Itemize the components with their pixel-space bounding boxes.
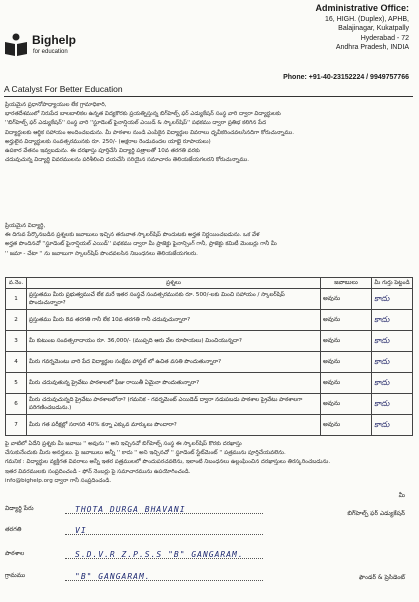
village-value[interactable]: "B" GANGARAM.: [75, 572, 151, 581]
question-number: 4: [6, 352, 27, 373]
table-row: [6, 289, 413, 310]
contact-email: info@bighelp.org ద్వారా గానీ సంప్రదించండి.: [5, 477, 112, 484]
bighelp-logo: [4, 30, 124, 70]
fill-line: [65, 558, 263, 559]
answer-option: అవును: [321, 352, 372, 373]
question-text: మీరు గత పరీక్షల్లో సరాసరి 40% కన్నా ఎక్కువ మార్కులు పొందారా?: [27, 415, 321, 436]
answer-option: అవును: [321, 415, 372, 436]
signature-greeting: మీ: [398, 492, 405, 499]
office-phone: Phone: +91-40-23152224 / 9949757766: [283, 74, 409, 81]
question-text: మీ కుటుంబ సంవత్సరాదాయం రూ. 36,000/- (ముప్పది ఆరు వేల రూపాయలు) మించియున్నదా?: [27, 331, 321, 352]
col-header-question: ప్రశ్నలు: [27, 278, 321, 289]
note-line: పై వాటిలో ఏదేని ప్రశ్నకు మీ జవాబు '' అవును '' అని ఇచ్చినచో బిగ్‌హెల్ప్ సంస్థ ఈ స్కాలర్‌షిప్ కొరకు దరఖాస్తు: [5, 441, 242, 447]
form-row-village: [5, 572, 413, 586]
questions-table: [5, 277, 413, 436]
note-line: ఇతర వివరములకు సంప్రదించండి - ఫోన్ నెంబర్లు పై సమాచారమును ఉపయోగించండి.: [5, 468, 191, 475]
question-number: 1: [6, 289, 27, 310]
office-title: Administrative Office:: [315, 3, 409, 13]
office-line: Hyderabad - 72: [360, 34, 409, 42]
table-row: [6, 352, 413, 373]
question-text: మీరు గవర్నమెంటు వారి పేద విద్యార్థుల సంక్షేమ హాస్టల్ లో ఉచిత వసతి పొందుతున్నారా?: [27, 352, 321, 373]
answer-option: అవును: [321, 373, 372, 394]
answer-option: అవును: [321, 331, 372, 352]
question-number: 3: [6, 331, 27, 352]
instruction-line: అర్హత పొందినచో ''స్టూడెంట్ ఫైనాన్షియల్ ఎయిడ్'' పథకము ద్వారా మీ ప్రాజెక్టు ఫైనాన్సింగ్ గానీ, ప్రాజెక్టు కమిటీ మెంబర్లు గానీ మీ: [5, 241, 277, 248]
answer-mark: కాదు: [372, 415, 413, 436]
question-number: 2: [6, 310, 27, 331]
office-address: [249, 4, 409, 53]
intro-line: చదువుచున్న విద్యార్థి వివరములను పరిశీలించి దయచేసి సరియైన సమాచారం తెలియజేయగలరని కోరుచున్నాము.: [5, 157, 249, 164]
answer-mark: కాదు: [372, 394, 413, 415]
logo-name: Bighelp: [32, 33, 76, 47]
question-text: మీరు చదువుచున్నది ప్రైవేటు పాఠశాలలోనా? (గమనిక - గవర్నమెంట్ ఎయిడెడ్ ద్వారా నడుపబడు పాఠశాల ప్రైవేటు పాఠశాలగా పరిగణించబడును.): [27, 394, 321, 415]
intro-line: ప్రియమైన ప్రధానోపాధ్యాయుల లేక గ్రామాధికారి,: [5, 102, 107, 108]
answer-option: అవును: [321, 394, 372, 415]
answer-mark: కాదు: [372, 373, 413, 394]
office-line: Andhra Pradesh, INDIA: [335, 44, 409, 52]
intro-line: ఉపకార వేతనం ఇవ్వబడును. ఈ దరఖాస్తు పూర్తిచేసి విద్యార్థి పత్రాలతో 10వ తరగతి వరకు: [5, 148, 200, 155]
fill-line: [65, 534, 263, 535]
question-number: 7: [6, 415, 27, 436]
question-text: ప్రస్తుతము మీరు ప్రభుత్వముచే లేక మరే ఇతర సంస్థచే సంవత్సరమునకు రూ. 500/-లకు మించి సహాయం / స్కాలర్‌షిప్ పొందుచున్నారా?: [27, 289, 321, 310]
office-line: 16, HIGH. (Duplex), APHB,: [324, 15, 409, 23]
organization-signature: బిగ్‌హెల్ప్ ఫర్ ఎడ్యుకేషన్: [347, 510, 405, 517]
logo-sub: for education: [33, 49, 68, 55]
field-label: పాఠశాల: [5, 550, 25, 557]
school-value[interactable]: S.D.V.R Z.P.S.S "B" GANGARAM.: [75, 550, 244, 559]
table-header-row: [6, 278, 413, 289]
table-row: [6, 373, 413, 394]
intro-line: ''బిగ్‌హెల్ప్ ఫర్ ఎడ్యుకేషన్'' సంస్థ వారి ''స్టూడెంట్ ఫైనాన్షియల్ ఎయిడ్ & స్కాలర్‌షిప్'' పథకము ద్వారా ప్రతిభ కలిగిన పేద: [5, 120, 267, 127]
answer-option: అవును: [321, 289, 372, 310]
student-name-value[interactable]: THOTA DURGA BHAVANI: [75, 505, 186, 514]
fill-line: [65, 513, 263, 514]
fill-line: [65, 580, 263, 581]
note-line: గమనిక : విద్యార్థుల వ్యక్తిగత వివరాలు అన్నీ ఇతర పత్రములలో పొందుపరచవలెను, ఇలాంటి నిబంధనలు ఉల్లంఘించిన దరఖాస్తులు తిరస్కరించబడును.: [5, 459, 331, 466]
class-value[interactable]: VI: [75, 526, 87, 535]
header-divider: [4, 96, 413, 97]
answer-mark: కాదు: [372, 352, 413, 373]
question-text: మీరు చదువుతున్న ప్రైవేటు పాఠశాలలో ఫీజు రాయితీ ఏమైనా పొందుతున్నారా?: [27, 373, 321, 394]
tagline: A Catalyst For Better Education: [4, 84, 123, 94]
field-label: తరగతి: [5, 526, 22, 533]
intro-line: భారతదేశములో నిరుపేద బాలబాలికల ఉన్నత విద్యకొరకు ప్రయత్నిస్తున్న బిగ్‌హెల్ప్ ఫర్ ఎడ్యుకేషన్ సంస్థ వారి ద్వారా విద్యార్థులకు: [5, 111, 281, 118]
answer-mark: కాదు: [372, 310, 413, 331]
student-instructions: [5, 222, 413, 259]
intro-line: విద్యార్థులకు ఆర్థిక సహాయం అందించబడును. మీ పాఠశాల నుండి ఎంపికైన విద్యార్థుల వివరాలు ధృవీకరించవలసినదిగా కోరుచున్నాము.: [5, 129, 294, 136]
note-line: చేసుకునేందుకు మీరు అనర్హులు. పై జవాబులు అన్నీ '' కాదు '' అని ఇచ్చినచో '' స్టూడెంట్ స్టేట్‌మెంట్ '' పత్రమును పూర్తిచేయవలెను.: [5, 450, 286, 457]
form-row-school: [5, 550, 413, 564]
form-row-class: [5, 526, 413, 540]
instruction-line: '' జమా - చేటా '' ను జవాబుగా స్కాలర్‌షిప్ పొందవలసిన నిబంధనలు తెలియజేయగలరు.: [5, 250, 198, 257]
table-row: [6, 310, 413, 331]
office-line: Balajinagar, Kukatpally: [338, 25, 409, 33]
answer-mark: కాదు: [372, 331, 413, 352]
col-header-answer: జవాబులు: [321, 278, 372, 289]
field-label: గ్రామము: [5, 572, 26, 579]
instruction-line: ఈ దిగువ పేర్కొనబడిన ప్రశ్నలకు జవాబులు ఇచ్చిన తరువాత స్కాలర్‌షిప్ పొందుటకు అర్హత నిర్ణయించబడును. ఒక వేళ: [5, 232, 260, 239]
col-header-number: వ.నెం.: [6, 278, 27, 289]
table-row: [6, 415, 413, 436]
table-row: [6, 394, 413, 415]
field-label: విద్యార్థి పేరు: [5, 505, 34, 512]
table-row: [6, 331, 413, 352]
founder-signature: ఫౌండర్ & ప్రెసిడెంట్: [358, 574, 405, 581]
answer-mark: కాదు: [372, 289, 413, 310]
question-text: ప్రస్తుతము మీరు 8వ తరగతి గానీ లేక 10వ తరగతి గానీ చదువుచున్నారా?: [27, 310, 321, 331]
question-number: 6: [6, 394, 27, 415]
instruction-line: ప్రియమైన విద్యార్థి,: [5, 223, 46, 229]
book-icon: [4, 32, 28, 58]
intro-line: అర్హులైన విద్యార్థులకు సంవత్సరమునకు రూ. 250/- (అక్షరాల రెండువందల యాభై రూపాయలు): [5, 138, 211, 145]
col-header-mark: మీ గుర్తు పెట్టండి: [372, 278, 413, 289]
question-number: 5: [6, 373, 27, 394]
notes-paragraph: [5, 440, 413, 486]
answer-option: అవును: [321, 310, 372, 331]
form-row-name: [5, 505, 413, 519]
intro-paragraph: [5, 101, 413, 165]
